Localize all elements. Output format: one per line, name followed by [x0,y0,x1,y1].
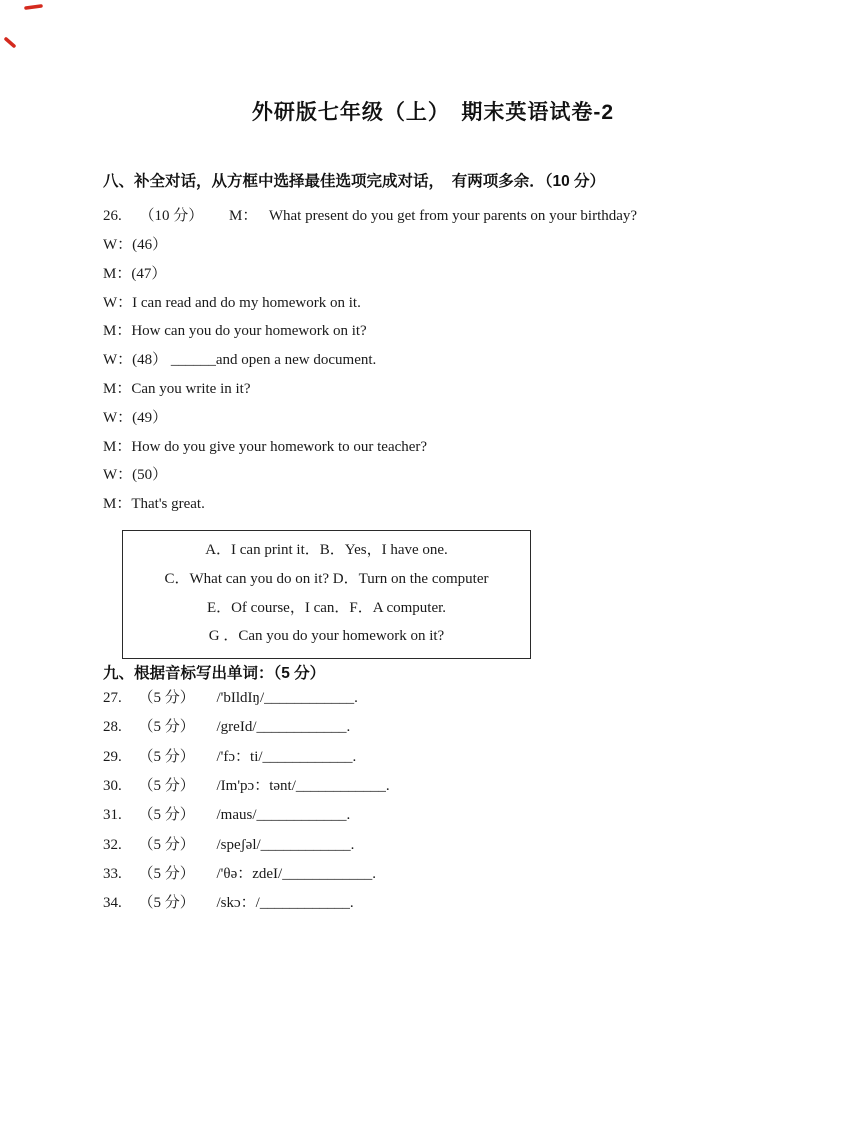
phonetic-text: /maus/____________. [216,807,351,824]
dialogue-line: W：(46） [103,237,168,253]
question-score: （10 分） [139,208,204,224]
dialogue-line: M：How do you give your homework to our teacher? [103,438,428,455]
section-9-heading: 九、根据音标写出单词：（5 分） [103,665,326,683]
page-title: 外研版七年级（上） 期末英语试卷-2 [251,101,615,124]
phonetic-text: /speʃəl/____________. [216,836,355,853]
item-score: （5 分） [138,836,195,853]
item-score: （5 分） [138,719,195,736]
phonetic-item [103,743,816,772]
phonetic-text: /greId/____________. [216,719,351,736]
dialogue-line: M：That's great. [103,496,205,513]
phonetic-text: /skɔ：/____________. [216,895,354,912]
phonetic-item [103,713,816,742]
dialogue-line: W：(49） [103,409,168,426]
dialogue-line: M：How can you do your homework on it? [103,323,367,340]
phonetic-item [103,889,816,918]
item-number: 34. [103,895,122,912]
question-number: 26. [103,208,122,224]
dialogue-line: M：Can you write in it? [103,380,251,397]
phonetic-text: /'fɔ：ti/____________. [216,748,357,765]
item-number: 29. [103,748,122,765]
item-score: （5 分） [138,748,195,765]
options-line: E．Of course，I can．F．A computer. [206,599,447,616]
phonetic-item [103,831,816,860]
section-8-heading: 八、补全对话，从方框中选择最佳选项完成对话， 有两项多余．（10 分） [103,173,606,190]
item-number: 31. [103,807,122,824]
phonetic-text: /'bIldIŋ/____________. [216,690,358,707]
phonetic-item [103,684,816,713]
dialogue-line: M：(47） [103,265,167,282]
item-score: （5 分） [138,895,195,912]
options-line: C．What can you do on it? D．Turn on the computer [164,570,489,587]
phonetic-item [103,860,816,889]
options-line: A．I can print it．B．Yes，I have one. [205,541,448,558]
item-number: 30. [103,778,122,795]
red-pen-mark-icon [26,6,41,8]
dialogue-line: W：(50） [103,467,168,484]
phonetic-text: /Im'pɔ：tənt/____________. [216,778,390,795]
dialogue-line: W：I can read and do my homework on it. [103,294,361,311]
phonetic-text: /'θə：zdeI/____________. [216,865,376,882]
item-number: 32. [103,836,122,853]
phonetic-item [103,801,816,830]
item-score: （5 分） [138,690,195,707]
item-score: （5 分） [138,807,195,824]
phonetic-item [103,772,816,801]
item-score: （5 分） [138,778,195,795]
item-number: 28. [103,719,122,736]
red-pen-marks [0,0,60,60]
dialogue-text: What present do you get from your parents on your birthday? [268,208,638,224]
question-26-line [103,202,816,231]
document-content [103,172,816,919]
dialogue-line: W：(48） ______and open a new document. [103,352,377,369]
options-line: G ．Can you do your homework on it? [208,628,445,645]
item-score: （5 分） [138,865,195,882]
item-number: 33. [103,865,122,882]
dialogue-speaker: M： [229,208,258,224]
red-pen-mark-icon [6,39,14,46]
item-number: 27. [103,690,122,707]
answer-options-box [122,530,531,659]
